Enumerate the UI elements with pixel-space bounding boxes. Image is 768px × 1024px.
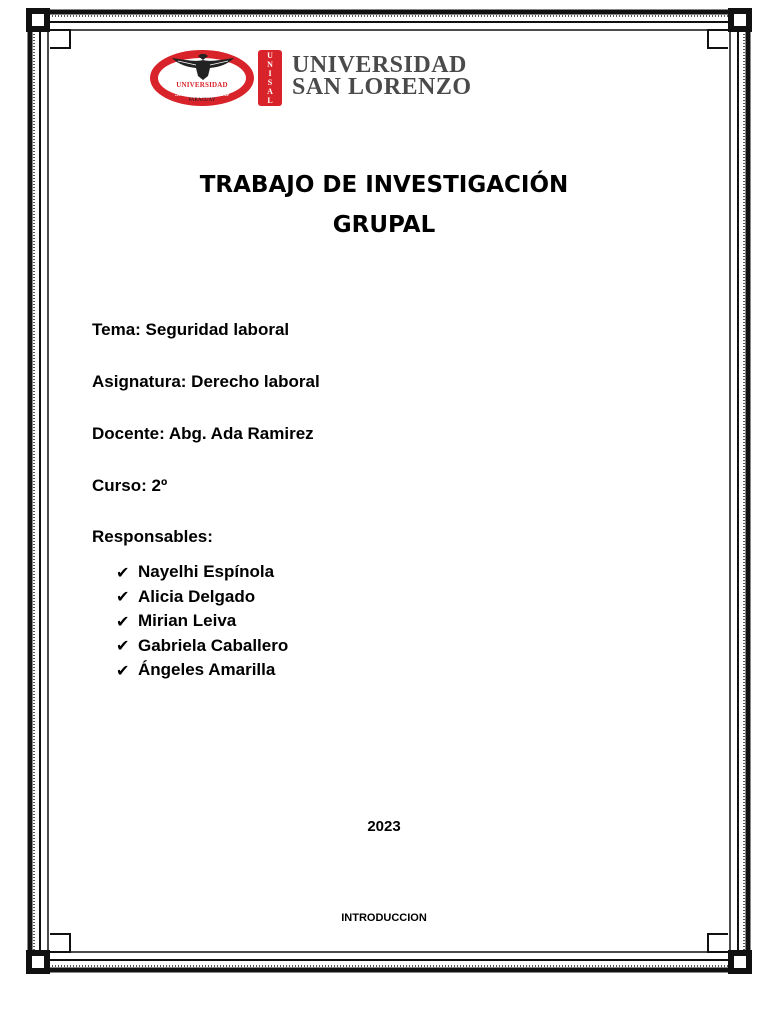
footer-heading: INTRODUCCION <box>341 912 427 924</box>
logo-vertical-badge: U N I S A L <box>258 50 282 106</box>
field-responsables: Responsables: <box>92 527 213 546</box>
list-item <box>116 658 288 683</box>
responsable-name: Gabriela Caballero <box>138 635 289 655</box>
field-tema: Tema: Seguridad laboral <box>92 320 290 339</box>
list-item <box>116 560 288 585</box>
field-curso: Curso: 2º <box>92 476 168 495</box>
document-year: 2023 <box>367 818 401 835</box>
responsable-name: Mirian Leiva <box>138 611 237 631</box>
responsables-list <box>116 560 288 683</box>
responsable-name: Nayelhi Espínola <box>138 562 275 582</box>
field-docente: Docente: Abg. Ada Ramirez <box>92 424 314 443</box>
list-item <box>116 585 288 610</box>
checkmark-icon: ✔ <box>116 587 130 607</box>
field-asignatura: Asignatura: Derecho laboral <box>92 372 320 391</box>
checkmark-icon: ✔ <box>116 611 130 631</box>
checkmark-icon: ✔ <box>116 660 130 680</box>
logo-seal-text: SAN LORENZO <box>174 89 230 98</box>
list-item <box>116 609 288 634</box>
eagle-icon <box>168 54 238 82</box>
logo-wordmark: UNIVERSIDAD SAN LORENZO <box>292 52 472 100</box>
checkmark-icon: ✔ <box>116 562 130 582</box>
logo-seal-country: PARAGUAY <box>188 98 216 103</box>
responsable-name: Ángeles Amarilla <box>138 660 276 680</box>
document-title-line2: GRUPAL <box>332 212 436 238</box>
checkmark-icon: ✔ <box>116 636 130 656</box>
document-title: TRABAJO DE INVESTIGACIÓN <box>199 172 569 198</box>
university-logo <box>148 48 588 110</box>
responsable-name: Alicia Delgado <box>138 586 256 606</box>
logo-seal-text: UNIVERSIDAD <box>176 81 228 89</box>
list-item <box>116 634 288 659</box>
